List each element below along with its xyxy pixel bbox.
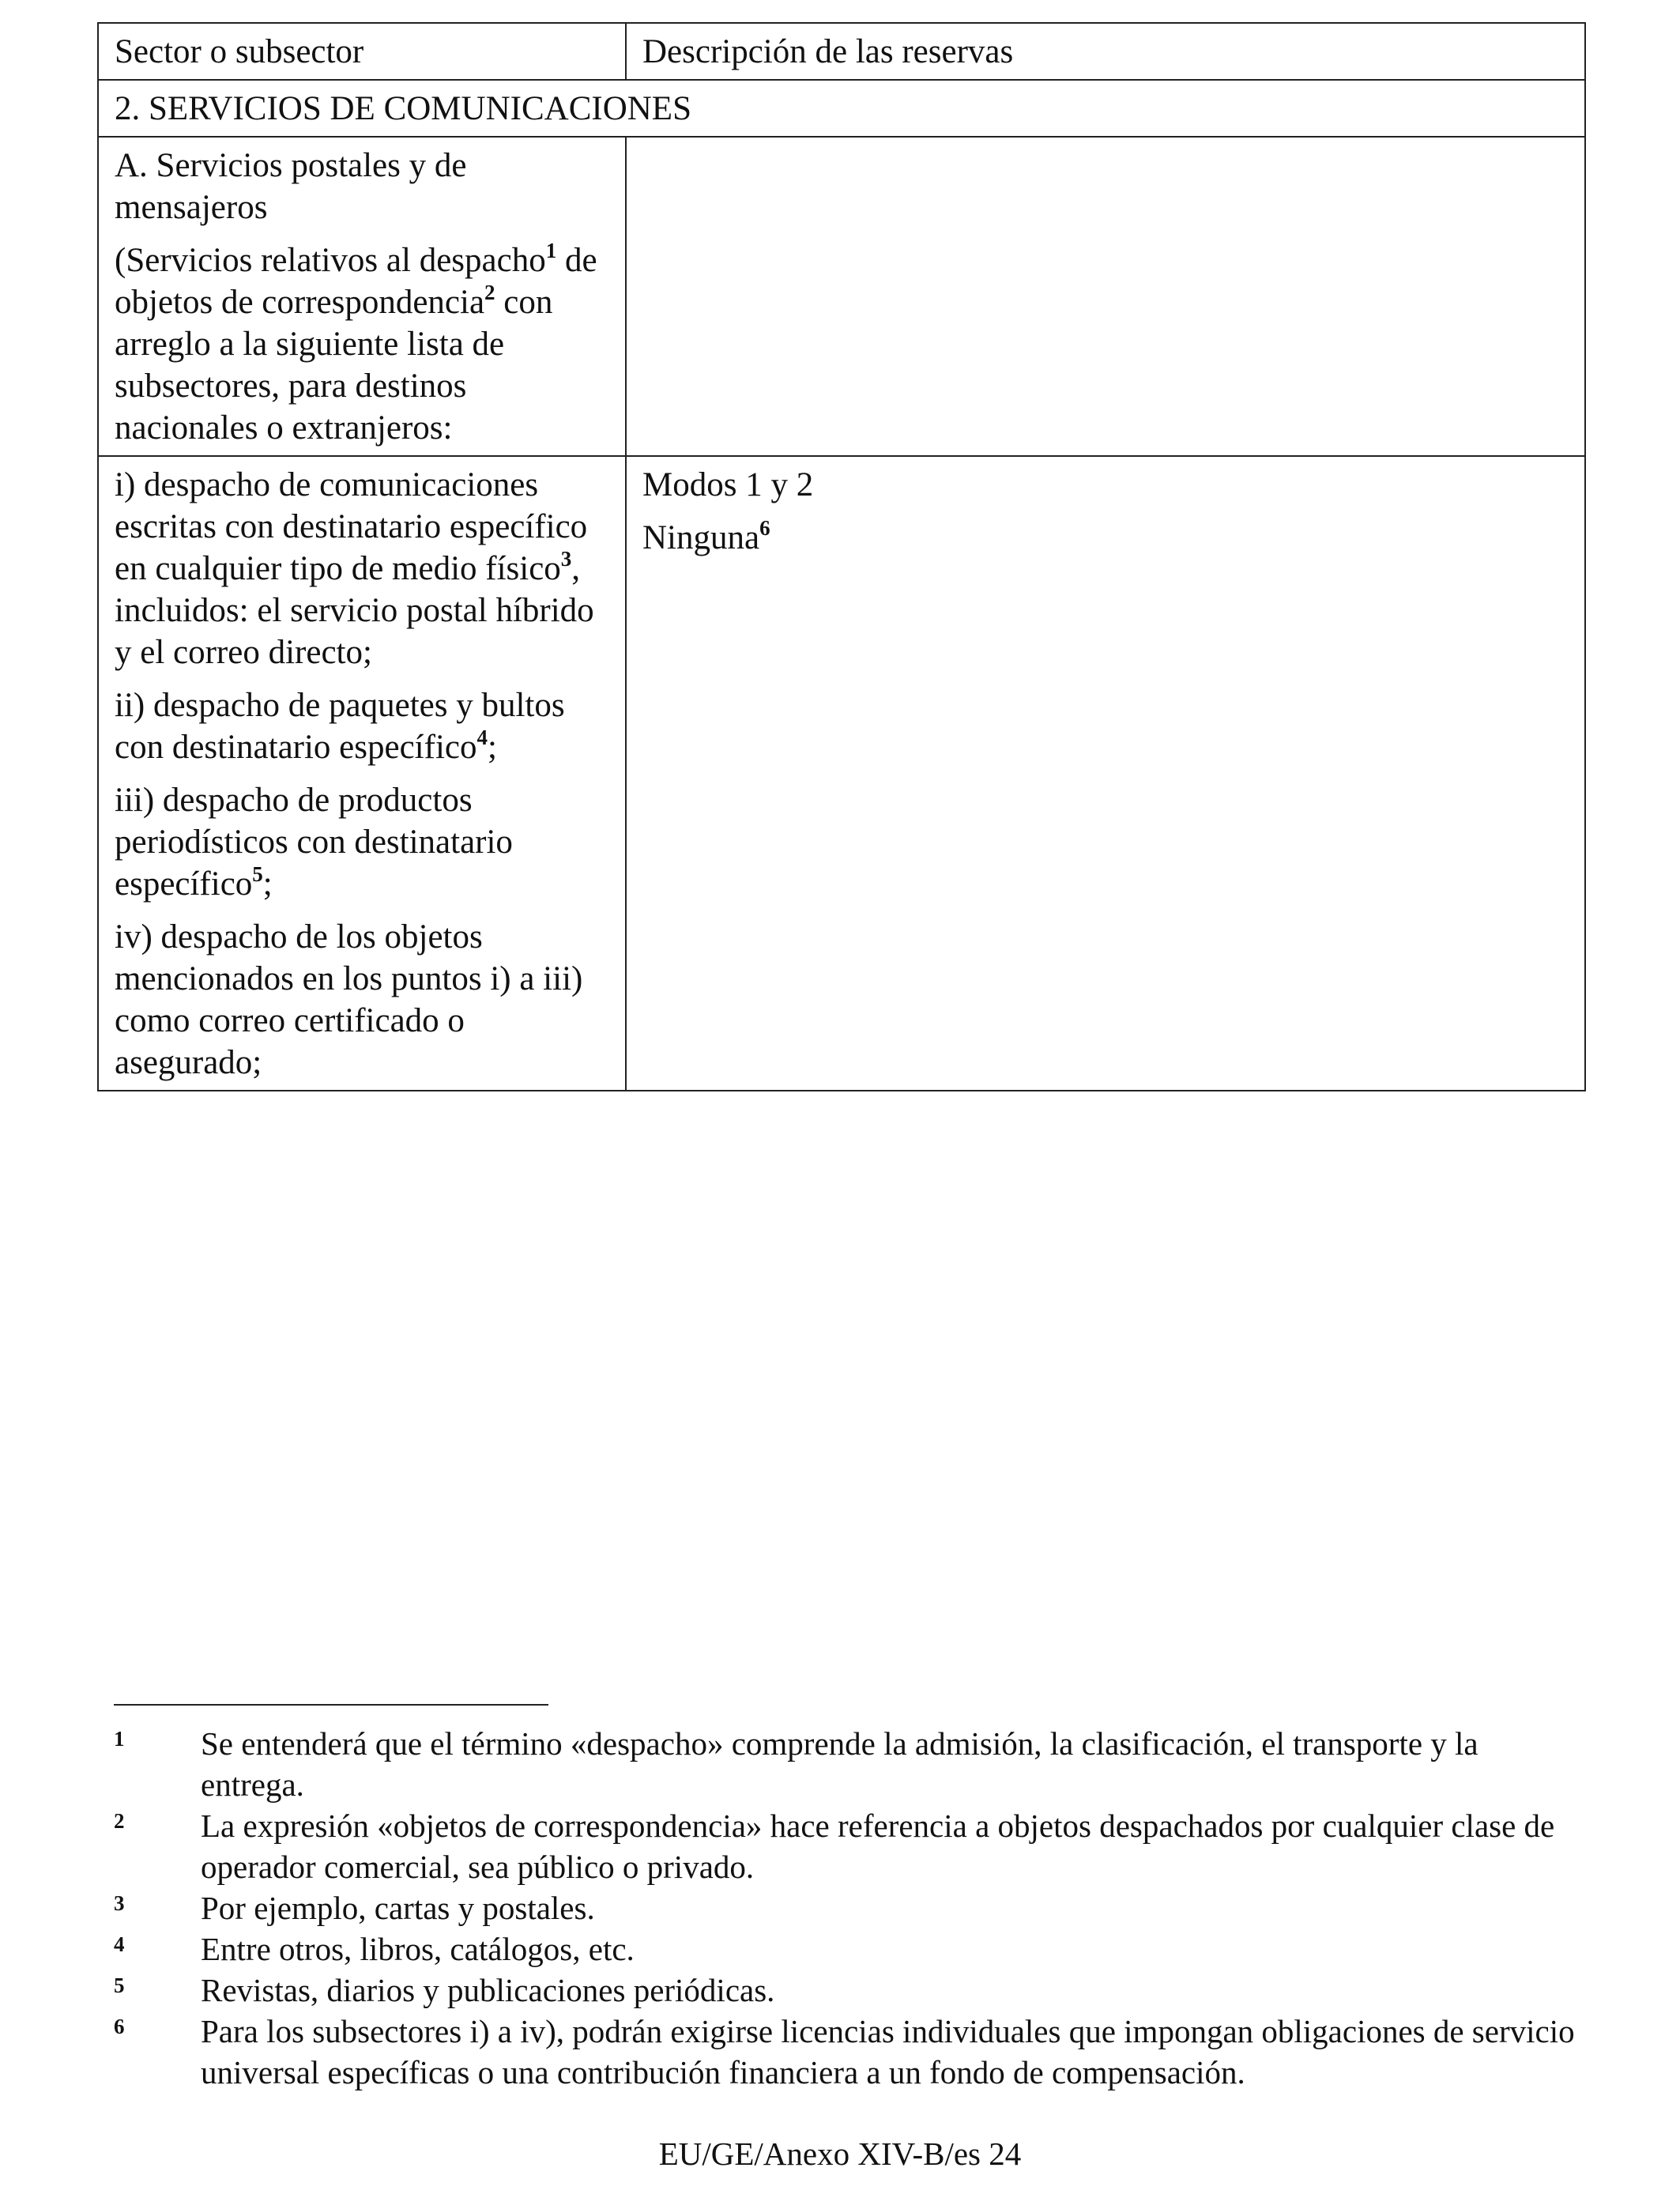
footnote-ref: 6 [759, 516, 770, 540]
reservations-table [97, 22, 1586, 1091]
section-row [98, 80, 1585, 137]
section-title: 2. SERVICIOS DE COMUNICACIONES [98, 80, 1585, 137]
footnote-ref: 4 [477, 726, 488, 749]
footnote-6 [114, 2011, 1584, 2093]
reservation-modes: Modos 1 y 2 [642, 466, 814, 503]
header-sector: Sector o subsector [98, 23, 626, 80]
list-item: ii) despacho de paquetes y bultos con destinatario específico$^4$; [115, 687, 565, 766]
subsectors-row [98, 456, 1585, 1091]
table-header-row [98, 23, 1585, 80]
reservation-cell [626, 456, 1585, 1091]
footnote-ref: 1 [545, 239, 557, 262]
footnote-number: 4 [114, 1932, 125, 1956]
footnotes [114, 1723, 1584, 2093]
footnote-1 [114, 1723, 1584, 1805]
footnote-2 [114, 1805, 1584, 1887]
subsection-description: (Servicios relativos al despacho$^1$ de objetos de correspondencia$^2$ con arreglo a la siguiente lista de subsectores, para destinos nacionales o extranjeros: [115, 239, 597, 447]
footnote-number: 5 [114, 1973, 125, 1997]
reservation-value: Ninguna$^6$ [642, 516, 770, 556]
page-footer: EU/GE/Anexo XIV-B/es 24 [658, 2136, 1022, 2172]
footnote-text: Se entenderá que el término «despacho» comprende la admisión, la clasificación, el transporte y la entrega. [201, 1725, 1478, 1803]
footnote-ref: 5 [252, 862, 263, 886]
footnote-number: 3 [114, 1891, 125, 1915]
subsection-reservation-cell [626, 137, 1585, 456]
footnote-separator [114, 1704, 548, 1706]
subsectors-cell [98, 456, 626, 1091]
subsection-title: A. Servicios postales y de mensajeros [115, 147, 467, 226]
list-item: i) despacho de comunicaciones escritas con destinatario específico en cualquier tipo de medio físico$^3$, incluidos: el servicio postal híbrido y el correo directo; [115, 466, 594, 671]
subsection-row [98, 137, 1585, 456]
footnote-text: La expresión «objetos de correspondencia» hace referencia a objetos despachados por cualquier clase de operador comercial, sea público o privado. [201, 1808, 1555, 1885]
footnote-5 [114, 1970, 1584, 2011]
footnote-text: Para los subsectores i) a iv), podrán exigirse licencias individuales que impongan obligaciones de servicio universal específicas o una contribución financiera a un fondo de compensación. [201, 2013, 1575, 2090]
footnote-text: Entre otros, libros, catálogos, etc. [201, 1931, 635, 1967]
footnote-number: 2 [114, 1809, 125, 1833]
subsection-cell [98, 137, 626, 456]
footnote-3 [114, 1887, 1584, 1928]
footnote-text: Por ejemplo, cartas y postales. [201, 1890, 595, 1926]
footnote-number: 6 [114, 2015, 125, 2038]
footnote-4 [114, 1928, 1584, 1970]
footnote-ref: 3 [560, 547, 572, 571]
footnote-text: Revistas, diarios y publicaciones periódicas. [201, 1972, 775, 2008]
list-item: iv) despacho de los objetos mencionados en los puntos i) a iii) como correo certificado o asegurado; [115, 918, 583, 1081]
footnote-number: 1 [114, 1727, 125, 1751]
footnote-ref: 2 [484, 281, 495, 304]
list-item: iii) despacho de productos periodísticos con destinatario específico$^5$; [115, 782, 513, 903]
header-description: Descripción de las reservas [626, 23, 1585, 80]
